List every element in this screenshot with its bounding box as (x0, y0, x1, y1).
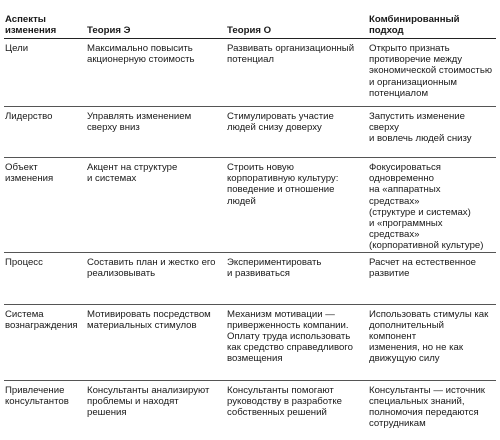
table-row (4, 107, 496, 158)
combined-cell: Фокусироваться одновременно на «аппаратных средствах» (структуре и системах) и «программных средствах» (корпоративной культуре) (368, 158, 496, 253)
theory-e-cell: Управлять изменением сверху вниз (86, 107, 226, 158)
theory-e-cell: Консультанты анализируют проблемы и находят решения (86, 380, 226, 440)
combined-cell: Использовать стимулы как дополнительный компонент изменения, но не как движущую силу (368, 304, 496, 380)
header-row (4, 0, 496, 39)
header-theory-o: Теория О (226, 0, 368, 39)
combined-cell: Запустить изменение сверху и вовлечь людей снизу (368, 107, 496, 158)
aspect-cell: Система вознаграждения (4, 304, 86, 380)
theory-e-cell: Мотивировать посредством материальных стимулов (86, 304, 226, 380)
header-combined: Комбинированный подход (368, 0, 496, 39)
table-row (4, 380, 496, 440)
combined-cell: Открыто признать противоречие между экономической стоимостью и организационным потенциалом (369, 43, 493, 99)
table-row (4, 39, 496, 107)
comparison-table (4, 0, 496, 440)
aspect-cell: Цели (5, 43, 29, 54)
header-theory-e: Теория Э (86, 0, 226, 39)
aspect-cell: Объект изменения (4, 158, 86, 253)
theory-e-cell: Максимально повысить акционерную стоимость (87, 43, 195, 66)
theory-o-cell: Стимулировать участие людей снизу доверху (226, 107, 368, 158)
header-aspects: Аспекты изменения (4, 0, 86, 39)
aspect-cell: Привлечение консультантов (4, 380, 86, 440)
theory-o-cell: Строить новую корпоративную культуру: поведение и отношение людей (226, 158, 368, 253)
table-row (4, 252, 496, 304)
combined-cell: Консультанты — источник специальных знаний, полномочия передаются сотрудникам (368, 380, 496, 440)
aspect-cell: Процесс (4, 252, 86, 304)
table-row (4, 304, 496, 380)
table-row (4, 158, 496, 253)
aspect-cell: Лидерство (4, 107, 86, 158)
theory-o-cell: Экспериментировать и развиваться (226, 252, 368, 304)
theory-o-cell: Механизм мотивации — приверженность компании. Оплату труда использовать как средство справедливого возмещения (226, 304, 368, 380)
theory-o-cell: Развивать организационный потенциал (227, 43, 355, 66)
theory-o-cell: Консультанты помогают руководству в разработке собственных решений (226, 380, 368, 440)
combined-cell: Расчет на естественное развитие (368, 252, 496, 304)
theory-e-cell: Акцент на структуре и системах (86, 158, 226, 253)
theory-e-cell: Составить план и жестко его реализовывать (86, 252, 226, 304)
